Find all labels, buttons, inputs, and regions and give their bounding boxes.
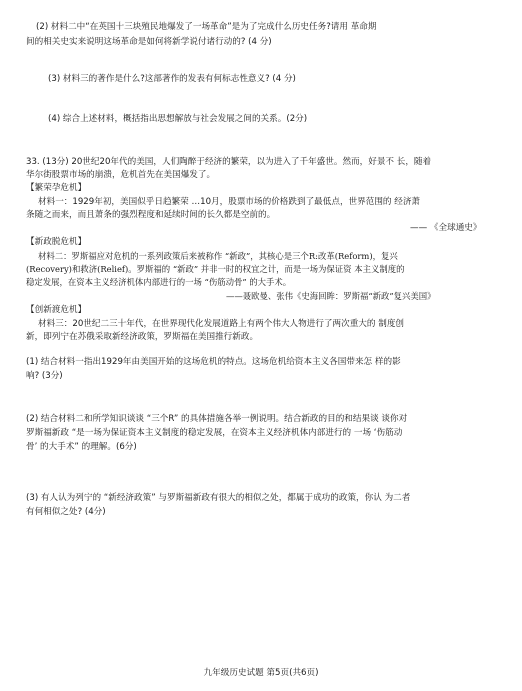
q3-line: (3) 材料三的著作是什么?这部著作的发表有何标志性意义? (4 分) xyxy=(48,74,296,84)
page-footer: 九年级历史试题 第5页(共6页) xyxy=(203,668,319,678)
q33-intro-line-2: 华尔街股票市场的崩溃，危机首先在美国爆发了。 xyxy=(26,170,216,180)
section2-source: ——聂欧曼、张伟《史海回眸：罗斯福“新政”复兴美国》 xyxy=(226,291,436,301)
sub3-line-1: (3) 有人认为列宁的 “新经济政策” 与罗斯福新政有很大的相似之处，都属于成功的政策，你认 为二者 xyxy=(26,493,411,503)
sub2-line-3: 骨’ 的大手术” 的理解。(6分) xyxy=(26,442,137,452)
section2-line-3: 稳定发展，在资本主义经济机体内部进行的一场 “伤筋动骨” 的大手术。 xyxy=(26,277,292,287)
sub3-line-2: 有何相似之处? (4分) xyxy=(26,507,106,517)
section3-heading: 【创新渡危机】 xyxy=(26,305,87,315)
section3-line-1: 材料三：20世纪二三十年代，在世界现代化发展道路上有两个伟大人物进行了两次重大的 制度创 xyxy=(38,319,405,329)
section2-heading: 【新政脱危机】 xyxy=(26,237,87,247)
section1-line-2: 条随之而来，而且萧条的强烈程度和延续时间的长久都是空前的。 xyxy=(26,210,276,220)
q2-line-1: (2) 材料二中“在英国十三块殖民地爆发了一场革命”是为了完成什么历史任务?请用 革命期 xyxy=(36,22,377,32)
q33-intro-line-1: 33. (13分) 20世纪20年代的美国，人们陶醉于经济的繁荣，以为进入了千年盛世。然而，好景不 长，随着 xyxy=(26,157,432,167)
sub2-line-2: 罗斯福新政 “是一场为保证资本主义制度的稳定发展，在资本主义经济机体内部进行的 一场 ‘伤筋动 xyxy=(26,428,403,438)
section1-heading: 【繁荣孕危机】 xyxy=(26,183,87,193)
section1-line-1: 材料一：1929年初，美国似乎日趋繁荣 …10月，股票市场的价格跌到了最低点，世界范围的 经济萧 xyxy=(38,197,421,207)
sub2-line-1: (2) 结合材料二和所学知识谈谈 “三个R” 的具体措施各举一例说明。结合新政的目的和结果谈 谈你对 xyxy=(26,414,408,424)
section1-source: —— 《全球通史》 xyxy=(410,223,482,233)
sub1-line-1: (1) 结合材料一指出1929年由美国开始的这场危机的特点。这场危机给资本主义各国带来怎 样的影 xyxy=(26,357,401,367)
section2-line-2: (Recovery)和救济(Relief)。罗斯福的 “新政” 并非一时的权宜之计，而是一场为保证资 本主义制度的 xyxy=(26,264,405,274)
section2-line-1: 材料二：罗斯福应对危机的一系列政策后来被称作 “新政”，其核心是三个R:改革(Reform)，复兴 xyxy=(38,251,398,261)
section3-line-2: 新，即列宁在苏俄采取新经济政策，罗斯福在美国推行新政。 xyxy=(26,332,259,342)
q4-line: (4) 综合上述材料，概括指出思想解放与社会发展之间的关系。(2分) xyxy=(48,114,308,124)
q2-line-2: 间的相关史实来说明这场革命是如何将新学说付诸行动的? (4 分) xyxy=(26,37,272,47)
sub1-line-2: 响? (3分) xyxy=(26,371,63,381)
